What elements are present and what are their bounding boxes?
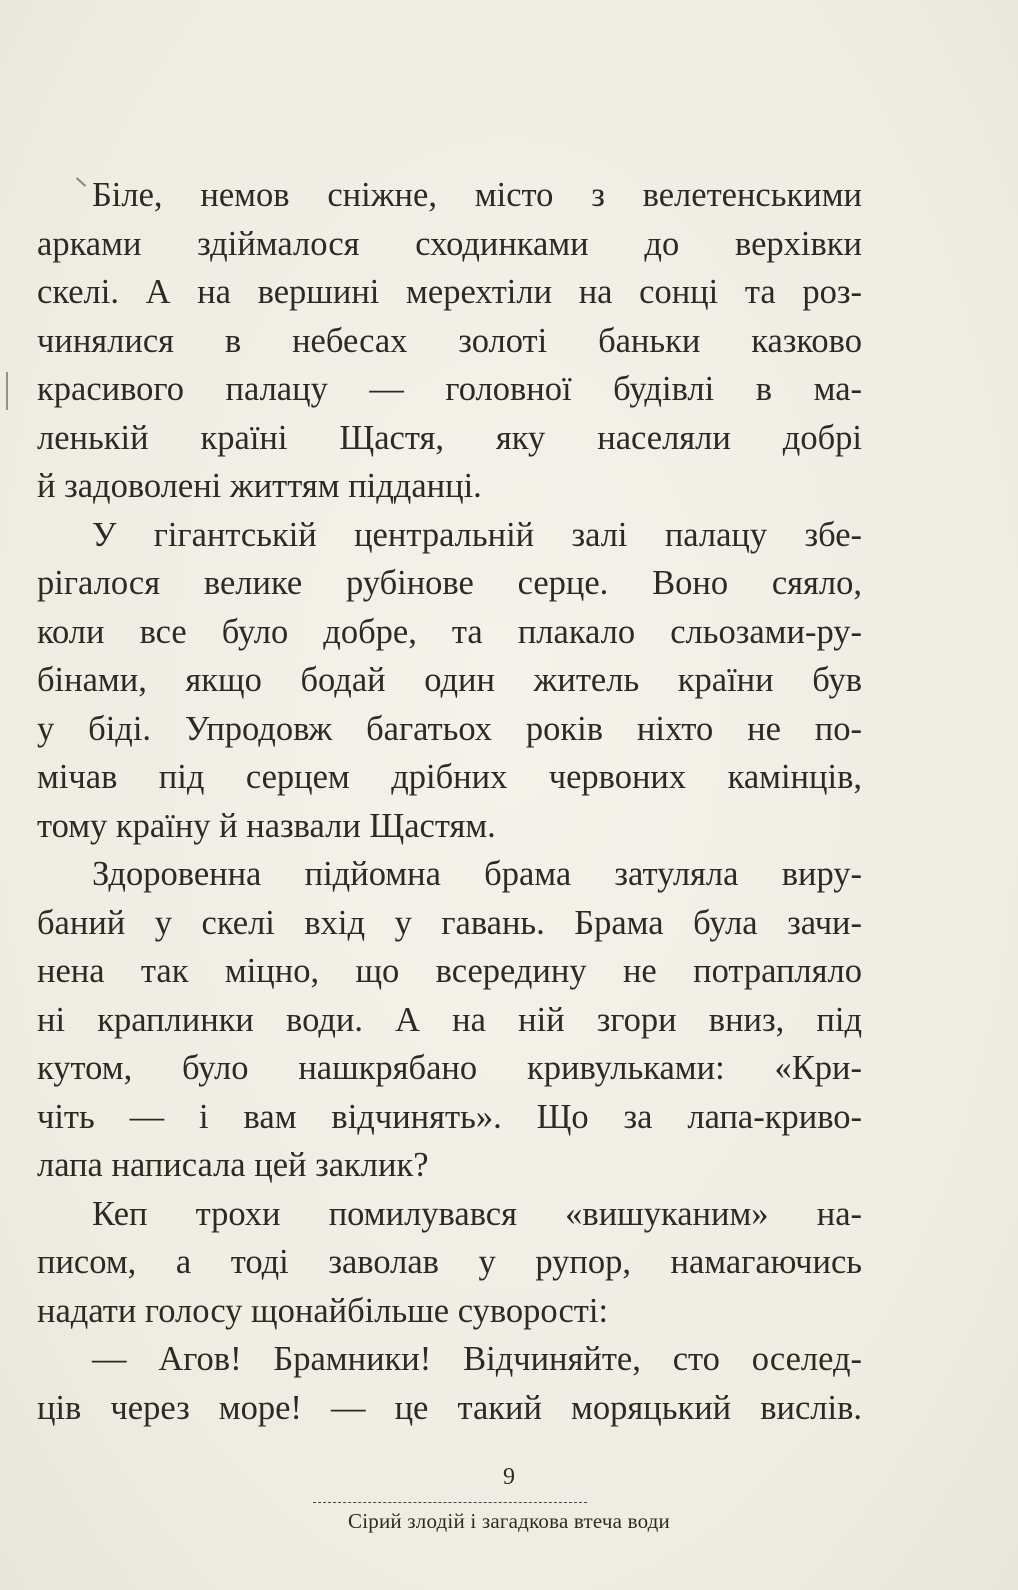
- page-number: 9: [503, 1464, 515, 1490]
- text-line: й задоволені життям підданці.: [37, 467, 482, 505]
- text-line: лапа написала цей заклик?: [37, 1146, 429, 1184]
- text-line: нена так міцно, що всередину не потрапляло: [37, 952, 862, 990]
- text-line: арками здіймалося сходинками до верхівки: [37, 225, 862, 263]
- margin-scuff-mark: [6, 372, 8, 410]
- text-line: баний у скелі вхід у гавань. Брама була зачи-: [37, 904, 862, 942]
- text-line: ців через море! — це такий моряцький вислів.: [37, 1389, 862, 1427]
- pencil-tick-mark: [76, 177, 86, 187]
- text-line: чинялися в небесах золоті баньки казково: [37, 322, 862, 360]
- text-line: красивого палацу — головної будівлі в ма-: [37, 370, 862, 408]
- text-line: коли все було добре, та плакало сльозами-ру-: [37, 613, 862, 651]
- text-line: надати голосу щонайбільше суворості:: [37, 1292, 609, 1330]
- text-line: чіть — і вам відчинять». Що за лапа-криво-: [37, 1098, 862, 1136]
- text-line: Кеп трохи помилувався «вишуканим» на-: [92, 1195, 862, 1233]
- text-line: скелі. А на вершині мерехтіли на сонці та роз-: [37, 273, 862, 311]
- text-line: у біді. Упродовж багатьох років ніхто не по-: [37, 710, 862, 748]
- running-title: Сірий злодій і загадкова втеча води: [348, 1509, 670, 1533]
- text-line: Біле, немов сніжне, місто з велетенськими: [92, 176, 862, 214]
- text-line: мічав під серцем дрібних червоних камінців,: [37, 758, 862, 796]
- text-line: кутом, було нашкрябано кривульками: «Кри-: [37, 1049, 862, 1087]
- text-line: рігалося велике рубінове серце. Воно сяяло,: [37, 564, 862, 602]
- text-line: — Агов! Брамники! Відчиняйте, сто оселед-: [92, 1340, 862, 1378]
- text-line: У гігантській центральній залі палацу збе-: [92, 516, 862, 554]
- footer-divider: [313, 1502, 587, 1503]
- text-line: ленькій країні Щастя, яку населяли добрі: [37, 419, 862, 457]
- text-line: ні краплинки води. А на ній згори вниз, під: [37, 1001, 862, 1039]
- text-line: писом, а тоді заволав у рупор, намагаючись: [37, 1243, 862, 1281]
- text-line: тому країну й назвали Щастям.: [37, 807, 496, 845]
- text-line: Здоровенна підйомна брама затуляла виру-: [92, 855, 862, 893]
- text-line: бінами, якщо бодай один житель країни був: [37, 661, 862, 699]
